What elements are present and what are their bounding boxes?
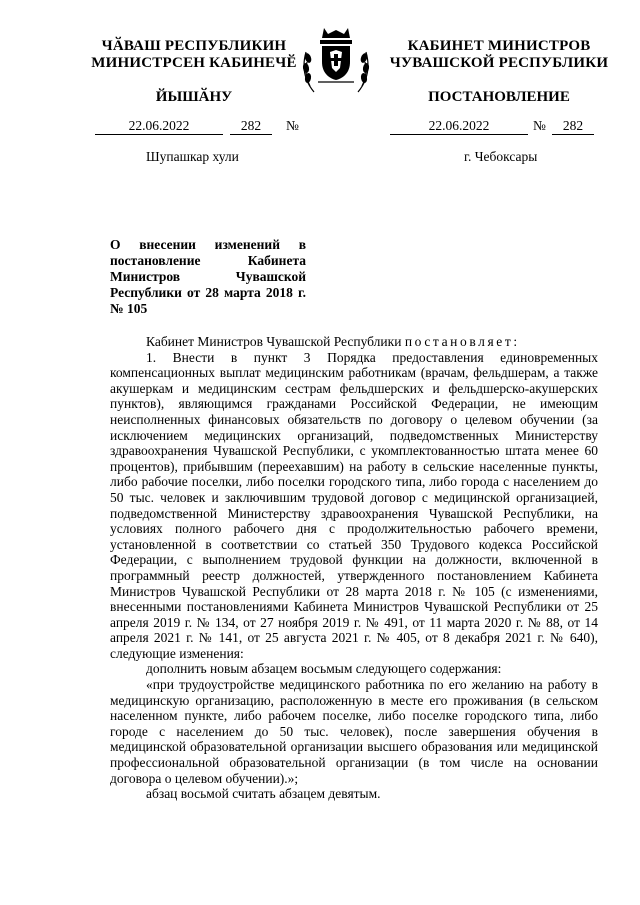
number-left: 282: [230, 118, 272, 135]
date-right: 22.06.2022: [390, 118, 528, 135]
date-left: 22.06.2022: [95, 118, 223, 135]
date-number-row-left: [0, 118, 320, 134]
number-sign-right: №: [533, 118, 546, 133]
city-russian: г. Чебоксары: [464, 149, 538, 164]
coat-of-arms-icon: [300, 22, 372, 96]
intro-lead: Кабинет Министров Чувашской Республики: [146, 334, 402, 349]
issuer-russian: [388, 38, 610, 72]
issuer-russian-line2: ЧУВАШСКОЙ РЕСПУБЛИКИ: [389, 55, 609, 71]
paragraph-3: «при трудоустройстве медицинского работника по его желанию на работу в медицинскую организацию, расположенную в месте его проживания (в сельском населенном пункте, либо рабочем поселке, либо поселке городского типа, либо городе с населением до 50 тыс. человек), после завершения обучения в медицинской образовательной организации высшего образования или медицинской профессиональной образовательной организации (в том числе на основании договора о целевом обучении).»;: [110, 677, 598, 786]
document-kind-chuvash: ЙЫШӐНУ: [155, 89, 233, 105]
paragraph-4: абзац восьмой считать абзацем девятым.: [146, 786, 381, 802]
intro-verb: постановляет:: [404, 334, 520, 349]
issuer-russian-line1: КАБИНЕТ МИНИСТРОВ: [407, 38, 591, 54]
number-sign-left: №: [286, 118, 299, 133]
date-number-row-right: [320, 118, 640, 134]
city-chuvash: Шупашкар хули: [146, 149, 239, 164]
intro-paragraph: [110, 334, 598, 350]
paragraph-2: дополнить новым абзацем восьмым следующего содержания:: [146, 661, 502, 677]
paragraph-1: 1. Внести в пункт 3 Порядка предоставления единовременных компенсационных выплат медицинским работникам (врачам, фельдшерам, а также акушеркам и медицинским сестрам фельдшерских и фельдшерско-акушерских пунктов), являющимся гражданами Российской Федерации, не имеющим неисполненных финансовых обязательств по договору о целевом обучении (за исключением медицинских организаций, подведомственных Министерству здравоохранения Чувашской Республики, с укомплектованностью штата менее 60 процентов), прибывшим (переехавшим) на работу в сельские населенные пункты, либо рабочие поселки, либо поселки городского типа, либо города с населением до 50 тыс. человек и заключившим трудовой договор с медицинской организацией, подведомственной Министерству здравоохранения Чувашской Республики, на условиях полного рабочего дня с продолжительностью рабочего времени, установленной в соответствии со статьей 350 Трудового кодекса Российской Федерации, с выполнением трудовой функции на должности, включенной в программный реестр должностей, утвержденного постановлением Кабинета Министров Чувашской Республики от 28 марта 2018 г. № 105 (с изменениями, внесенными постановлениями Кабинета Министров Чувашской Республики от 25 апреля 2019 г. № 134, от 27 ноября 2019 г. № 491, от 11 марта 2020 г. № 88, от 14 апреля 2021 г. № 141, от 25 августа 2021 г. № 405, от 8 декабря 2021 г. № 640), следующие изменения:: [110, 349, 598, 661]
issuer-chuvash-line2: МИНИСТРСЕН КАБИНЕЧӖ: [91, 55, 297, 71]
issuer-chuvash-line1: ЧӐВАШ РЕСПУБЛИКИН: [101, 38, 287, 54]
number-right: 282: [552, 118, 594, 135]
document-kind-russian: ПОСТАНОВЛЕНИЕ: [428, 89, 570, 105]
document-title: О внесении изменений в постановление Кабинета Министров Чувашской Республики от 28 марта 2018 г. № 105: [110, 237, 306, 316]
document-body: [110, 334, 598, 802]
issuer-chuvash: [80, 38, 308, 72]
